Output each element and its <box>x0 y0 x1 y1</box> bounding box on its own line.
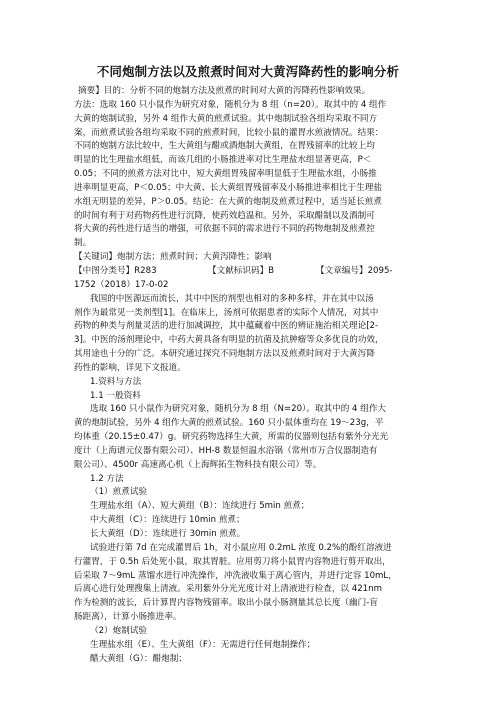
procedure-line: 后离心进行处理搜集上清液。采用紫外分光光度计对上清液进行检查，以 421nm <box>74 584 382 595</box>
method-line: 醋大黄组（G）：醋炮制； <box>90 653 187 664</box>
materials-line: 均体重（20.15±0.47）g。研究药物选择生大黄，所需的仪器则包括有紫外分光光 <box>74 432 389 443</box>
subsection-heading: 1.1 一般资料 <box>90 390 141 401</box>
materials-line: 度计（上海谱元仪器有限公司）、HH-8 数显恒温水浴锅（常州市万合仪器制造有 <box>74 445 378 456</box>
intro-line: 剂作为最常见一类剂型[1]。在临床上，汤剂可依据患者的实际个人情况，对其中 <box>74 307 379 318</box>
article-number-continued: 1752（2018）17-0-02 <box>74 279 169 290</box>
materials-line: 黄的炮制试验，另外 4 组作大黄的煎煮试验。160 只小鼠体重均在 19～23g，平 <box>74 418 384 429</box>
abstract-line: 明显的比生理盐水组低，而该几组的小肠推进率对比生理盐水组显著更高，P＜ <box>74 155 372 166</box>
method-line: 中大黄组（C）：连续进行 10min 煎煮； <box>90 515 245 526</box>
abstract-line: 进率明显更高，P＜0.05；中大黄、长大黄组胃残留率及小肠推进率相比于生理盐 <box>74 182 382 193</box>
procedure-line: 试验进行第 7d 在完成灌胃后 1h，对小鼠应用 0.2mL 浓度 0.2%的酚红溶液进 <box>90 542 392 553</box>
abstract-line: 方法：选取 160 只小鼠作为研究对象，随机分为 8 组（n=20）。取其中的 4 组作 <box>74 99 387 110</box>
abstract-line: 的时间有利于对药物药性进行沉降，使药效趋温和。另外，采取醋制以及酒制可 <box>74 210 375 221</box>
keywords-line: 【关键词】炮制方法；煎煮时间；大黄泻降性；影响 <box>74 252 272 263</box>
materials-line: 选取 160 只小鼠作为研究对象，随机分为 8 组（N=20）。取其中的 4 组作大 <box>90 404 387 415</box>
abstract-line: 不同的炮制方法比较中，生大黄组与醋或酒炮制大黄组，在胃残留率的比较上均 <box>74 141 375 152</box>
procedure-line: 作为检测的波长，后计算胃内容物残留率。取出小鼠小肠测量其总长度（幽门-盲 <box>74 598 378 609</box>
subsubsection-heading: （2）炮制试验 <box>90 625 148 636</box>
classification-line <box>74 265 420 279</box>
abstract-line: 大黄的炮制试验，另外 4 组作大黄的煎煮试验。其中炮制试验各组均采取不同方 <box>74 113 378 124</box>
intro-line: 3]。中医的汤剂理论中，中药大黄具备有明显的抗菌及抗肿瘤等众多优良的功效， <box>74 335 384 346</box>
body-text <box>74 85 420 666</box>
procedure-line: 行灌胃，于 0.5h 后处死小鼠，取其胃脏。应用剪刀将小鼠胃内容物进行剪开取出， <box>74 556 391 567</box>
abstract-line: 0.05；不同的煎煮方法对比中，短大黄组胃残留率明显低于生理盐水组，小肠推 <box>74 169 377 180</box>
procedure-line: 肠距离），计算小肠推进率。 <box>74 612 182 623</box>
abstract-line: 案，而煎煮试验各组均采取不同的煎煮时间，比较小鼠的灌胃水煎液情况。结果： <box>74 127 384 138</box>
subsubsection-heading: （1）煎煮试验 <box>90 487 148 498</box>
clc-number: 【中图分类号】R283 <box>74 265 157 276</box>
intro-line: 我国的中医源远而流长，其中中医的剂型也相对的多种多样，并在其中以汤 <box>90 293 374 304</box>
article-number: 【文章编号】2095- <box>316 265 393 276</box>
section-heading: 1.资料与方法 <box>90 376 142 387</box>
paper-title: 不同炮制方法以及煎煮时间对大黄泻降药性的影响分析 <box>96 64 400 79</box>
document-code: 【文献标识码】B <box>208 265 275 276</box>
abstract-line: 摘要】目的：分析不同的炮制方法及煎煮的时间对大黄的泻降药性影响效果。 <box>78 86 371 96</box>
procedure-line: 后采取 7～9mL 蒸馏水进行冲洗操作，冲洗液收集于离心管内，并进行定容 10mL， <box>74 570 397 581</box>
materials-line: 限公司）、4500r 高速离心机（上海辉拓生物科技有限公司）等。 <box>74 459 322 470</box>
abstract-line: 水组无明显的差异，P＞0.05。结论：在大黄的炮制及煎煮过程中，适当延长煎煮 <box>74 196 382 207</box>
intro-line: 其用途也十分的广泛。本研究通过探究不同炮制方法以及煎煮时间对于大黄泻降 <box>74 349 375 360</box>
intro-line: 药性的影响，详见下文报道。 <box>74 362 186 373</box>
intro-line: 药物的种类与剂量灵活的进行加减调控，其中蕴藏着中医的辨证施治相关理论[2- <box>74 321 379 332</box>
abstract-line: 将大黄的药性进行适当的增强，可依据不同的需求进行不同的药物炮制及煎煮控 <box>74 224 375 235</box>
method-line: 生理盐水组（A）、短大黄组（B）：连续进行 5min 煎煮； <box>90 501 310 512</box>
subsection-heading: 1.2 方法 <box>90 473 124 484</box>
method-line: 生理盐水组（E）、生大黄组（F）：无需进行任何炮制操作； <box>90 639 316 650</box>
method-line: 长大黄组（D）：连续进行 30min 煎煮。 <box>90 529 246 539</box>
abstract-line: 制。 <box>74 238 92 249</box>
